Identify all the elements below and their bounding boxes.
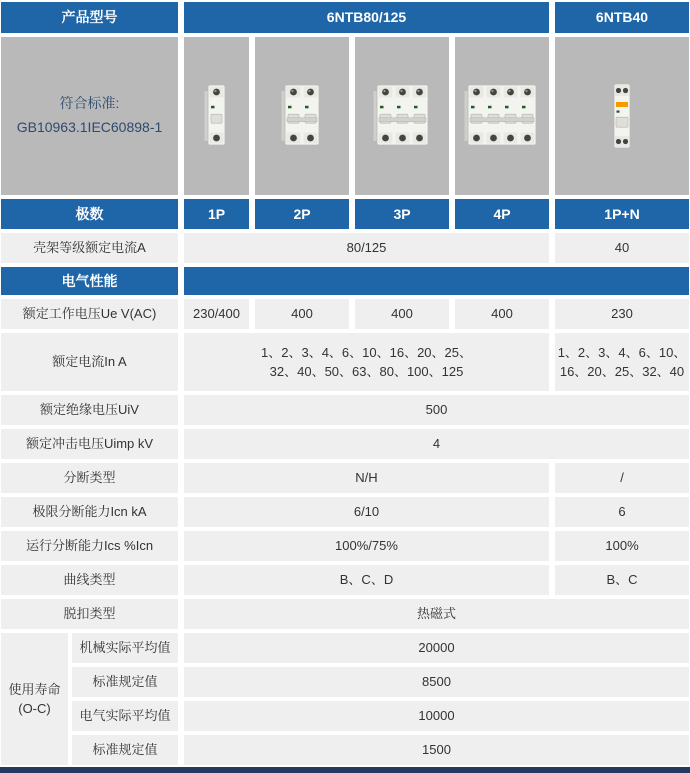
impulse-row	[1, 429, 689, 459]
poles-header: 极数	[1, 199, 178, 229]
spec-label: 运行分断能力Ics %Icn	[1, 531, 178, 561]
spec-value-single: 6	[555, 497, 689, 527]
spec-label: 曲线类型	[1, 565, 178, 595]
breaker-4p-image	[455, 37, 549, 195]
current-value-single: 1、2、3、4、6、10、 16、20、25、32、40	[555, 333, 689, 391]
pole-1pn: 1P+N	[555, 199, 689, 229]
life-row-electrical-standard	[72, 735, 689, 765]
spec-value-single: 100%	[555, 531, 689, 561]
breaking-type-row	[1, 463, 689, 493]
product-image-row	[1, 37, 689, 195]
trip-row	[1, 599, 689, 629]
icn-row	[1, 497, 689, 527]
spec-value-group: 100%/75%	[184, 531, 549, 561]
current-row	[1, 333, 689, 391]
voltage-3p: 400	[355, 299, 449, 329]
life-row-electrical-actual	[72, 701, 689, 731]
breaker-1p-image	[184, 37, 249, 195]
spec-label: 额定绝缘电压UiV	[1, 395, 178, 425]
electrical-section-row	[1, 267, 689, 295]
pole-4p: 4P	[455, 199, 549, 229]
curve-row	[1, 565, 689, 595]
ics-row	[1, 531, 689, 561]
model-single-header: 6NTB40	[555, 2, 689, 33]
current-value-group: 1、2、3、4、6、10、16、20、25、 32、40、50、63、80、100、125	[184, 333, 549, 391]
service-life-section	[1, 633, 689, 765]
spec-value-group: B、C、D	[184, 565, 549, 595]
standards-cell	[1, 37, 178, 195]
life-row-mechanical-standard	[72, 667, 689, 697]
spec-value-single: B、C	[555, 565, 689, 595]
standards-text: 符合标准: GB10963.1IEC60898-1	[16, 95, 163, 135]
pole-1p: 1P	[184, 199, 249, 229]
service-life-label: 使用寿命 (O-C)	[1, 633, 68, 765]
spec-label: 额定电流In A	[1, 333, 178, 391]
breaker-2p-image	[255, 37, 349, 195]
spec-label: 分断类型	[1, 463, 178, 493]
spec-label: 极限分断能力Icn kA	[1, 497, 178, 527]
spec-label: 脱扣类型	[1, 599, 178, 629]
life-value: 20000	[184, 633, 689, 663]
spec-value-all: 4	[184, 429, 689, 459]
electrical-section-title: 电气性能	[1, 267, 178, 295]
life-value: 10000	[184, 701, 689, 731]
life-value: 1500	[184, 735, 689, 765]
service-life-rows	[72, 633, 689, 765]
spec-value-all: 500	[184, 395, 689, 425]
spec-value-group: 80/125	[184, 233, 549, 263]
spec-value-group: N/H	[184, 463, 549, 493]
model-group-header: 6NTB80/125	[184, 2, 549, 33]
breaker-3p-image	[355, 37, 449, 195]
spec-value-single: 40	[555, 233, 689, 263]
pole-3p: 3P	[355, 199, 449, 229]
life-sub-label: 标准规定值	[72, 667, 178, 697]
voltage-4p: 400	[455, 299, 549, 329]
breaker-1pn-image	[555, 37, 689, 195]
product-model-header: 产品型号	[1, 2, 178, 33]
header-row	[1, 2, 689, 33]
spec-value-all: 热磁式	[184, 599, 689, 629]
life-sub-label: 机械实际平均值	[72, 633, 178, 663]
voltage-row	[1, 299, 689, 329]
insulation-row	[1, 395, 689, 425]
life-sub-label: 电气实际平均值	[72, 701, 178, 731]
voltage-1p: 230/400	[184, 299, 249, 329]
spec-label: 额定工作电压Ue V(AC)	[1, 299, 178, 329]
voltage-1pn: 230	[555, 299, 689, 329]
bottom-border-bar	[0, 767, 690, 773]
pole-2p: 2P	[255, 199, 349, 229]
voltage-2p: 400	[255, 299, 349, 329]
spec-label: 额定冲击电压Uimp kV	[1, 429, 178, 459]
life-row-mechanical-actual	[72, 633, 689, 663]
life-sub-label: 标准规定值	[72, 735, 178, 765]
life-value: 8500	[184, 667, 689, 697]
frame-current-row	[1, 233, 689, 263]
poles-row	[1, 199, 689, 229]
spec-label: 壳架等级额定电流A	[1, 233, 178, 263]
spec-value-single: /	[555, 463, 689, 493]
electrical-section-filler	[184, 267, 689, 295]
spec-value-group: 6/10	[184, 497, 549, 527]
